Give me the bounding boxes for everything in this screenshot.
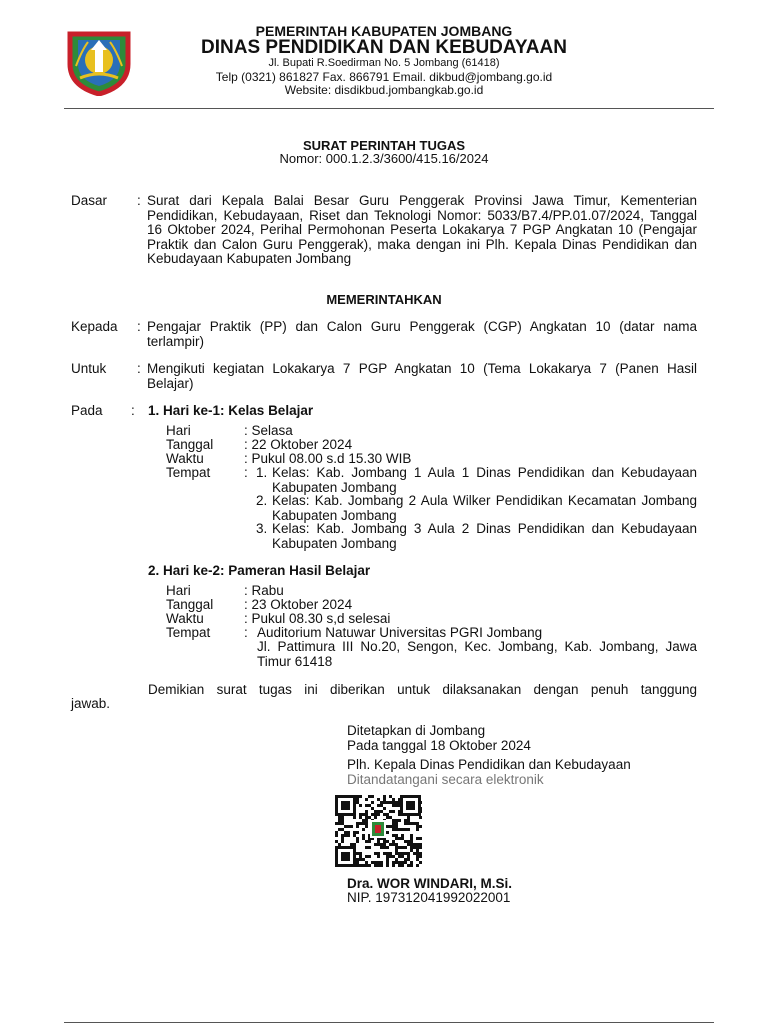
kepada-label: Kepada bbox=[71, 319, 118, 334]
office-contact: Telp (0321) 861827 Fax. 866791 Email. dikbud@jombang.go.id bbox=[215, 70, 553, 84]
gov-name: PEMERINTAH KABUPATEN JOMBANG bbox=[255, 23, 513, 39]
day2-tanggal: : 23 Oktober 2024 bbox=[244, 597, 353, 612]
untuk-sep: : bbox=[137, 361, 141, 376]
qr-code bbox=[334, 794, 422, 868]
signer-nip: NIP. 197312041992022001 bbox=[347, 890, 511, 905]
dasar-text: Surat dari Kepala Balai Besar Guru Penggerak Provinsi Jawa Timur, Kementerian Pendidikan, Kebudayaan, Riset dan Teknologi Nomor: 5033/B7.4/PP.01.07/2024, Tanggal 16 Oktober 2024, Perihal Permohonan Peserta Lokakarya 7 PGP Angkatan 10 (Pengajar Praktik dan Calon Guru Penggerak), maka dengan ini Plh. Kepala Dinas Pendidikan dan Kebudayaan Kabupaten Jombang bbox=[147, 193, 697, 266]
sign-place: Ditetapkan di Jombang bbox=[347, 723, 486, 738]
letter-title: SURAT PERINTAH TUGAS bbox=[302, 138, 466, 153]
day1-heading: 1. Hari ke-1: Kelas Belajar bbox=[148, 403, 314, 418]
header-divider bbox=[64, 108, 714, 109]
day2-hari-label: Hari bbox=[166, 583, 191, 598]
day1-hari: : Selasa bbox=[244, 423, 293, 438]
day2-tanggal-label: Tanggal bbox=[166, 597, 214, 612]
closing-line2: jawab. bbox=[71, 696, 111, 711]
day1-place-2: Kelas: Kab. Jombang 2 Aula Wilker Pendidikan Kecamatan Jombang Kabupaten Jombang bbox=[272, 493, 697, 523]
day1-place-num-3: 3. bbox=[256, 521, 268, 536]
day2-tempat-line1: Auditorium Natuwar Universitas PGRI Jombang bbox=[257, 625, 543, 640]
closing-line1: Demikian surat tugas ini diberikan untuk dilaksanakan dengan penuh tanggung bbox=[148, 682, 697, 697]
day1-tanggal: : 22 Oktober 2024 bbox=[244, 437, 353, 452]
dasar-sep: : bbox=[137, 193, 141, 208]
untuk-label: Untuk bbox=[71, 361, 107, 376]
day1-place-num-1: 1. bbox=[256, 465, 268, 480]
day2-heading: 2. Hari ke-2: Pameran Hasil Belajar bbox=[148, 563, 371, 578]
day1-tempat-sep: : bbox=[244, 465, 248, 480]
day2-tempat-sep: : bbox=[244, 625, 248, 640]
sign-date: Pada tanggal 18 Oktober 2024 bbox=[347, 738, 531, 753]
office-website: Website: disdikbud.jombangkab.go.id bbox=[284, 83, 484, 97]
day1-place-1: Kelas: Kab. Jombang 1 Aula 1 Dinas Pendidikan dan Kebudayaan Kabupaten Jombang bbox=[272, 465, 697, 495]
day1-waktu: : Pukul 08.00 s.d 15.30 WIB bbox=[244, 451, 412, 466]
day2-tempat-line2: Jl. Pattimura III No.20, Sengon, Kec. Jombang, Kab. Jombang, Jawa Timur 61418 bbox=[257, 639, 697, 669]
day2-waktu-label: Waktu bbox=[166, 611, 204, 626]
order-heading: MEMERINTAHKAN bbox=[326, 292, 442, 307]
footer-divider bbox=[64, 1022, 714, 1023]
letter-number: Nomor: 000.1.2.3/3600/415.16/2024 bbox=[279, 151, 489, 166]
esign-note: Ditandatangani secara elektronik bbox=[347, 772, 544, 787]
office-address: Jl. Bupati R.Soedirman No. 5 Jombang (61418) bbox=[268, 57, 500, 69]
office-name: DINAS PENDIDIKAN DAN KEBUDAYAAN bbox=[201, 37, 567, 58]
pada-label: Pada bbox=[71, 403, 103, 418]
day2-tempat-label: Tempat bbox=[166, 625, 211, 640]
day2-waktu: : Pukul 08.30 s,d selesai bbox=[244, 611, 391, 626]
dasar-label: Dasar bbox=[71, 193, 108, 208]
pada-sep: : bbox=[131, 403, 135, 418]
sign-position: Plh. Kepala Dinas Pendidikan dan Kebudayaan bbox=[347, 757, 631, 772]
day1-place-num-2: 2. bbox=[256, 493, 268, 508]
kepada-text: Pengajar Praktik (PP) dan Calon Guru Penggerak (CGP) Angkatan 10 (datar nama terlampir) bbox=[147, 319, 697, 349]
day2-hari: : Rabu bbox=[244, 583, 284, 598]
day1-tempat-label: Tempat bbox=[166, 465, 211, 480]
signer-name: Dra. WOR WINDARI, M.Si. bbox=[347, 876, 512, 891]
day1-waktu-label: Waktu bbox=[166, 451, 204, 466]
day1-place-3: Kelas: Kab. Jombang 3 Aula 2 Dinas Pendidikan dan Kebudayaan Kabupaten Jombang bbox=[272, 521, 697, 551]
kepada-sep: : bbox=[137, 319, 141, 334]
day1-tanggal-label: Tanggal bbox=[166, 437, 214, 452]
day1-hari-label: Hari bbox=[166, 423, 191, 438]
untuk-text: Mengikuti kegiatan Lokakarya 7 PGP Angkatan 10 (Tema Lokakarya 7 (Panen Hasil Belajar) bbox=[147, 361, 697, 391]
